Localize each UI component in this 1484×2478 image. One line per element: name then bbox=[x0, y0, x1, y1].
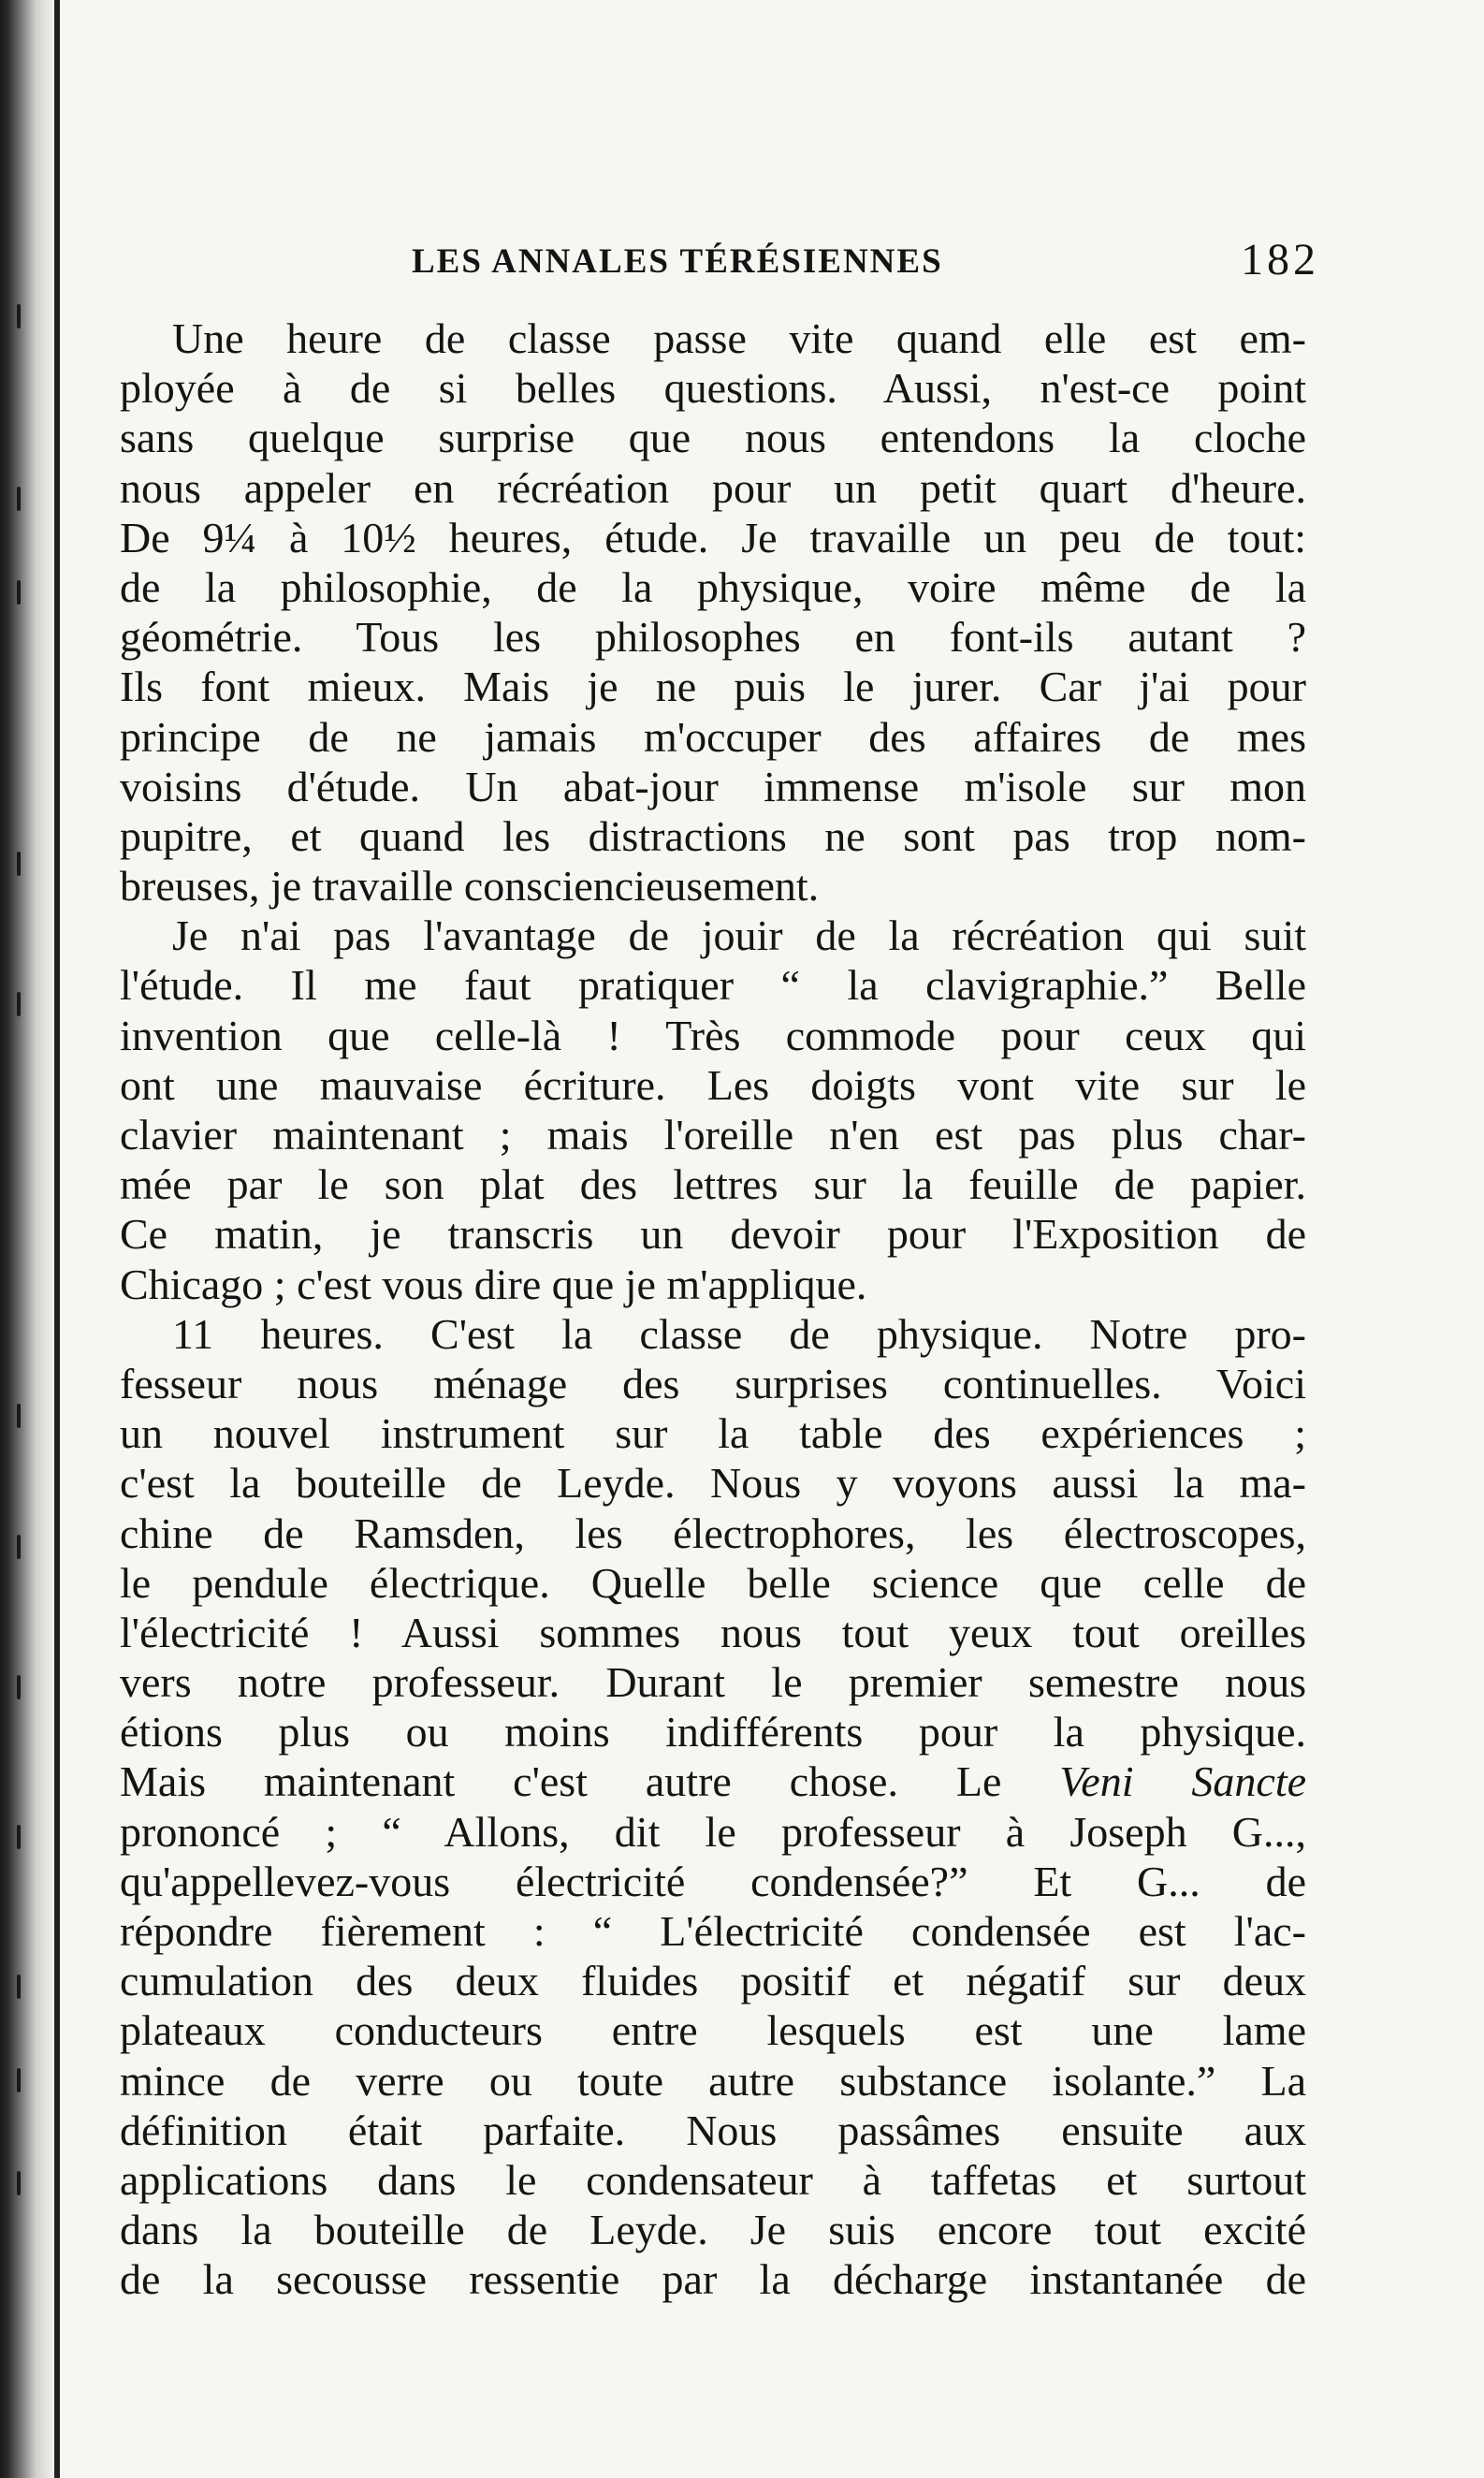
text-line: qu'appellevez-vous électricité condensée?” Et G... de bbox=[120, 1857, 1306, 1905]
text-line: chine de Ramsden, les électrophores, les électroscopes, bbox=[120, 1509, 1306, 1557]
text-line: plateaux conducteurs entre lesquels est une lame bbox=[120, 2006, 1306, 2055]
binding-edge-line bbox=[54, 0, 60, 2478]
text-line: pupitre, et quand les distractions ne sont pas trop nom- bbox=[120, 811, 1306, 860]
running-title: LES ANNALES TÉRÉSIENNES bbox=[412, 242, 943, 281]
text-line: clavier maintenant ; mais l'oreille n'en est pas plus char- bbox=[120, 1111, 1306, 1159]
text-line: c'est la bouteille de Leyde. Nous y voyons aussi la ma- bbox=[120, 1459, 1306, 1508]
text-segment: Mais maintenant c'est autre chose. Le bbox=[120, 1757, 1002, 1806]
text-line: géométrie. Tous les philosophes en font-ils autant ? bbox=[120, 613, 1306, 662]
running-head bbox=[412, 234, 1347, 290]
text-line-with-italic bbox=[120, 1756, 1306, 1806]
text-line: définition était parfaite. Nous passâmes ensuite aux bbox=[120, 2106, 1306, 2154]
text-line: ont une mauvaise écriture. Les doigts vont vite sur le bbox=[120, 1060, 1306, 1109]
text-line: l'étude. Il me faut pratiquer “ la clavigraphie.” Belle bbox=[120, 961, 1306, 1010]
text-line: dans la bouteille de Leyde. Je suis encore tout excité bbox=[120, 2206, 1306, 2254]
body-text bbox=[120, 313, 1306, 2305]
text-line: répondre fièrement : “ L'électricité condensée est l'ac- bbox=[120, 1907, 1306, 1955]
text-line: mince de verre ou toute autre substance isolante.” La bbox=[120, 2056, 1306, 2105]
text-line: Une heure de classe passe vite quand elle est em- bbox=[172, 314, 1306, 362]
text-line: Chicago ; c'est vous dire que je m'applique. bbox=[120, 1260, 867, 1308]
text-line: de la philosophie, de la physique, voire même de la bbox=[120, 562, 1306, 611]
text-line: le pendule électrique. Quelle belle science que celle de bbox=[120, 1558, 1306, 1607]
text-line: sans quelque surprise que nous entendons la cloche bbox=[120, 414, 1306, 462]
facing-page-edge bbox=[0, 0, 47, 2478]
text-line: prononcé ; “ Allons, dit le professeur à Joseph G..., bbox=[120, 1807, 1306, 1856]
text-line: étions plus ou moins indifférents pour la physique. bbox=[120, 1708, 1306, 1756]
text-line: applications dans le condensateur à taffetas et surtout bbox=[120, 2155, 1306, 2204]
text-line: nous appeler en récréation pour un petit quart d'heure. bbox=[120, 463, 1306, 512]
text-line: vers notre professeur. Durant le premier semestre nous bbox=[120, 1658, 1306, 1707]
text-line: cumulation des deux fluides positif et négatif sur deux bbox=[120, 1957, 1306, 2005]
text-line: breuses, je travaille consciencieusement. bbox=[120, 862, 820, 911]
page-number: 182 bbox=[1241, 235, 1319, 284]
italic-phrase: Veni Sancte bbox=[1059, 1757, 1306, 1806]
text-line: un nouvel instrument sur la table des expériences ; bbox=[120, 1409, 1306, 1458]
text-line: Ce matin, je transcris un devoir pour l'Exposition de bbox=[120, 1210, 1306, 1259]
text-line: voisins d'étude. Un abat-jour immense m'isole sur mon bbox=[120, 762, 1306, 810]
text-line: De 9¼ à 10½ heures, étude. Je travaille un peu de tout: bbox=[120, 513, 1306, 561]
text-line: principe de ne jamais m'occuper des affaires de mes bbox=[120, 712, 1306, 761]
text-line: invention que celle-là ! Très commode pour ceux qui bbox=[120, 1011, 1306, 1059]
text-line: de la secousse ressentie par la décharge instantanée de bbox=[120, 2255, 1306, 2304]
text-line: fesseur nous ménage des surprises continuelles. Voici bbox=[120, 1359, 1306, 1407]
text-line: 11 heures. C'est la classe de physique. Notre pro- bbox=[172, 1309, 1306, 1358]
text-line: Ils font mieux. Mais je ne puis le jurer. Car j'ai pour bbox=[120, 663, 1306, 711]
text-line: l'électricité ! Aussi sommes nous tout yeux tout oreilles bbox=[120, 1608, 1306, 1656]
text-line: ployée à de si belles questions. Aussi, n'est-ce point bbox=[120, 364, 1306, 413]
text-line: mée par le son plat des lettres sur la feuille de papier. bbox=[120, 1160, 1306, 1209]
text-line: Je n'ai pas l'avantage de jouir de la récréation qui suit bbox=[172, 911, 1306, 960]
